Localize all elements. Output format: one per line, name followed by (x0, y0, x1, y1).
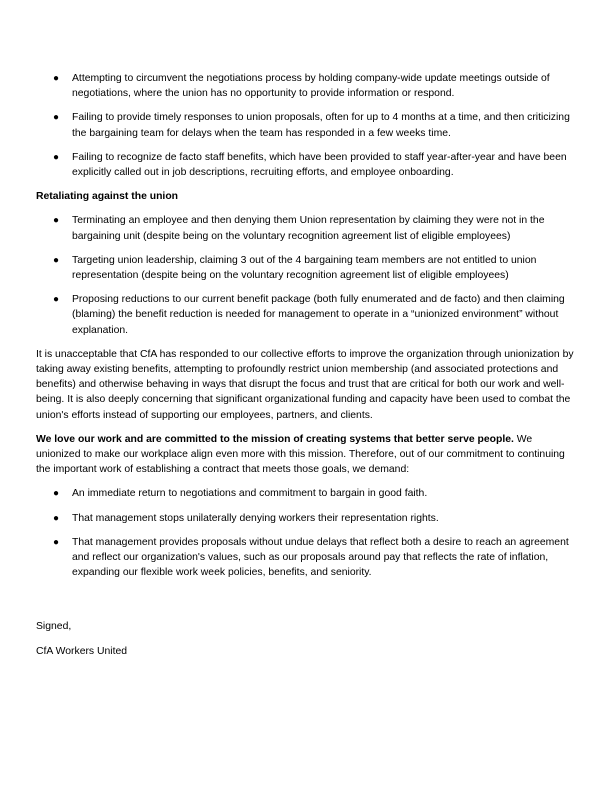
document-page (36, 71, 576, 668)
list-item (36, 71, 576, 101)
list-item-text: Attempting to circumvent the negotiations process by holding company-wide update meetings outside of negotiations, where the union has no opportunity to provide information or respond. (72, 73, 550, 100)
bullet-icon: ● (53, 73, 60, 84)
bullet-icon: ● (53, 512, 60, 524)
bullet-icon: ● (53, 254, 60, 266)
bullet-icon: ● (53, 215, 60, 227)
list-item (36, 110, 576, 140)
paragraph-mission-rest: We unionized to make our workplace align even more with this mission. Therefore, out of our commitment to continuing the important work of establishing a contract that meets those goals, we demand: (36, 433, 565, 476)
bullet-icon: ● (53, 536, 60, 548)
list-item (36, 486, 576, 501)
list-item-text: Targeting union leadership, claiming 3 out of the 4 bargaining team members are not entitled to union representation (despite being on the voluntary recognition agreement list of eligible employees) (72, 254, 537, 282)
list-item (36, 150, 576, 180)
section-heading-retaliation: Retaliating against the union (36, 191, 179, 203)
bullet-list-negotiation-tactics (36, 71, 576, 180)
list-item-text: That management stops unilaterally denying workers their representation rights. (72, 512, 439, 524)
list-item (36, 292, 576, 338)
list-item-text: Proposing reductions to our current benefit package (both fully enumerated and de facto) and then claiming (blaming) the benefit reduction is needed for management to operate in a “unionized environment” without explanation. (72, 294, 565, 336)
list-item (36, 535, 576, 581)
bullet-list-retaliation (36, 213, 576, 337)
bullet-icon: ● (53, 112, 60, 124)
signoff: Signed, (36, 621, 72, 633)
bullet-icon: ● (53, 151, 60, 163)
paragraph-mission (36, 432, 576, 478)
bullet-icon: ● (53, 488, 60, 500)
paragraph-mission-bold: We love our work and are committed to the mission of creating systems that better serve people. (36, 433, 514, 445)
list-item-text: Failing to provide timely responses to union proposals, often for up to 4 months at a time, and then criticizing the bargaining team for delays when the team has responded in a few weeks time. (72, 112, 570, 139)
list-item-text: Failing to recognize de facto staff benefits, which have been provided to staff year-after-year and have been explicitly called out in job descriptions, recruiting efforts, and employee onboarding. (72, 151, 567, 179)
paragraph-unacceptable: It is unacceptable that CfA has responded to our collective efforts to improve the organization through unionization by taking away existing benefits, attempting to profoundly restrict union membership (and associated protections and benefits) and otherwise behaving in ways that disrupt the focus and trust that are critical for both our work and well-being. It is also deeply concerning that significant organizational funding and capacity have been used to combat the union's efforts instead of supporting our employees, partners, and clients. (36, 348, 574, 421)
signature: CfA Workers United (36, 645, 128, 657)
list-item (36, 511, 576, 526)
list-item (36, 213, 576, 243)
list-item-text: Terminating an employee and then denying them Union representation by claiming they were not in the bargaining unit (despite being on the voluntary recognition agreement list of eligible employees) (72, 215, 545, 242)
list-item-text: An immediate return to negotiations and commitment to bargain in good faith. (72, 488, 428, 500)
bullet-list-demands (36, 486, 576, 580)
spacer (36, 589, 576, 619)
bullet-icon: ● (53, 294, 60, 306)
list-item-text: That management provides proposals without undue delays that reflect both a desire to reach an agreement and reflect our organization's values, such as our proposals around pay that reflects the rate of inflation, expanding our flexible work week policies, benefits, and seniority. (72, 536, 569, 579)
list-item (36, 253, 576, 283)
